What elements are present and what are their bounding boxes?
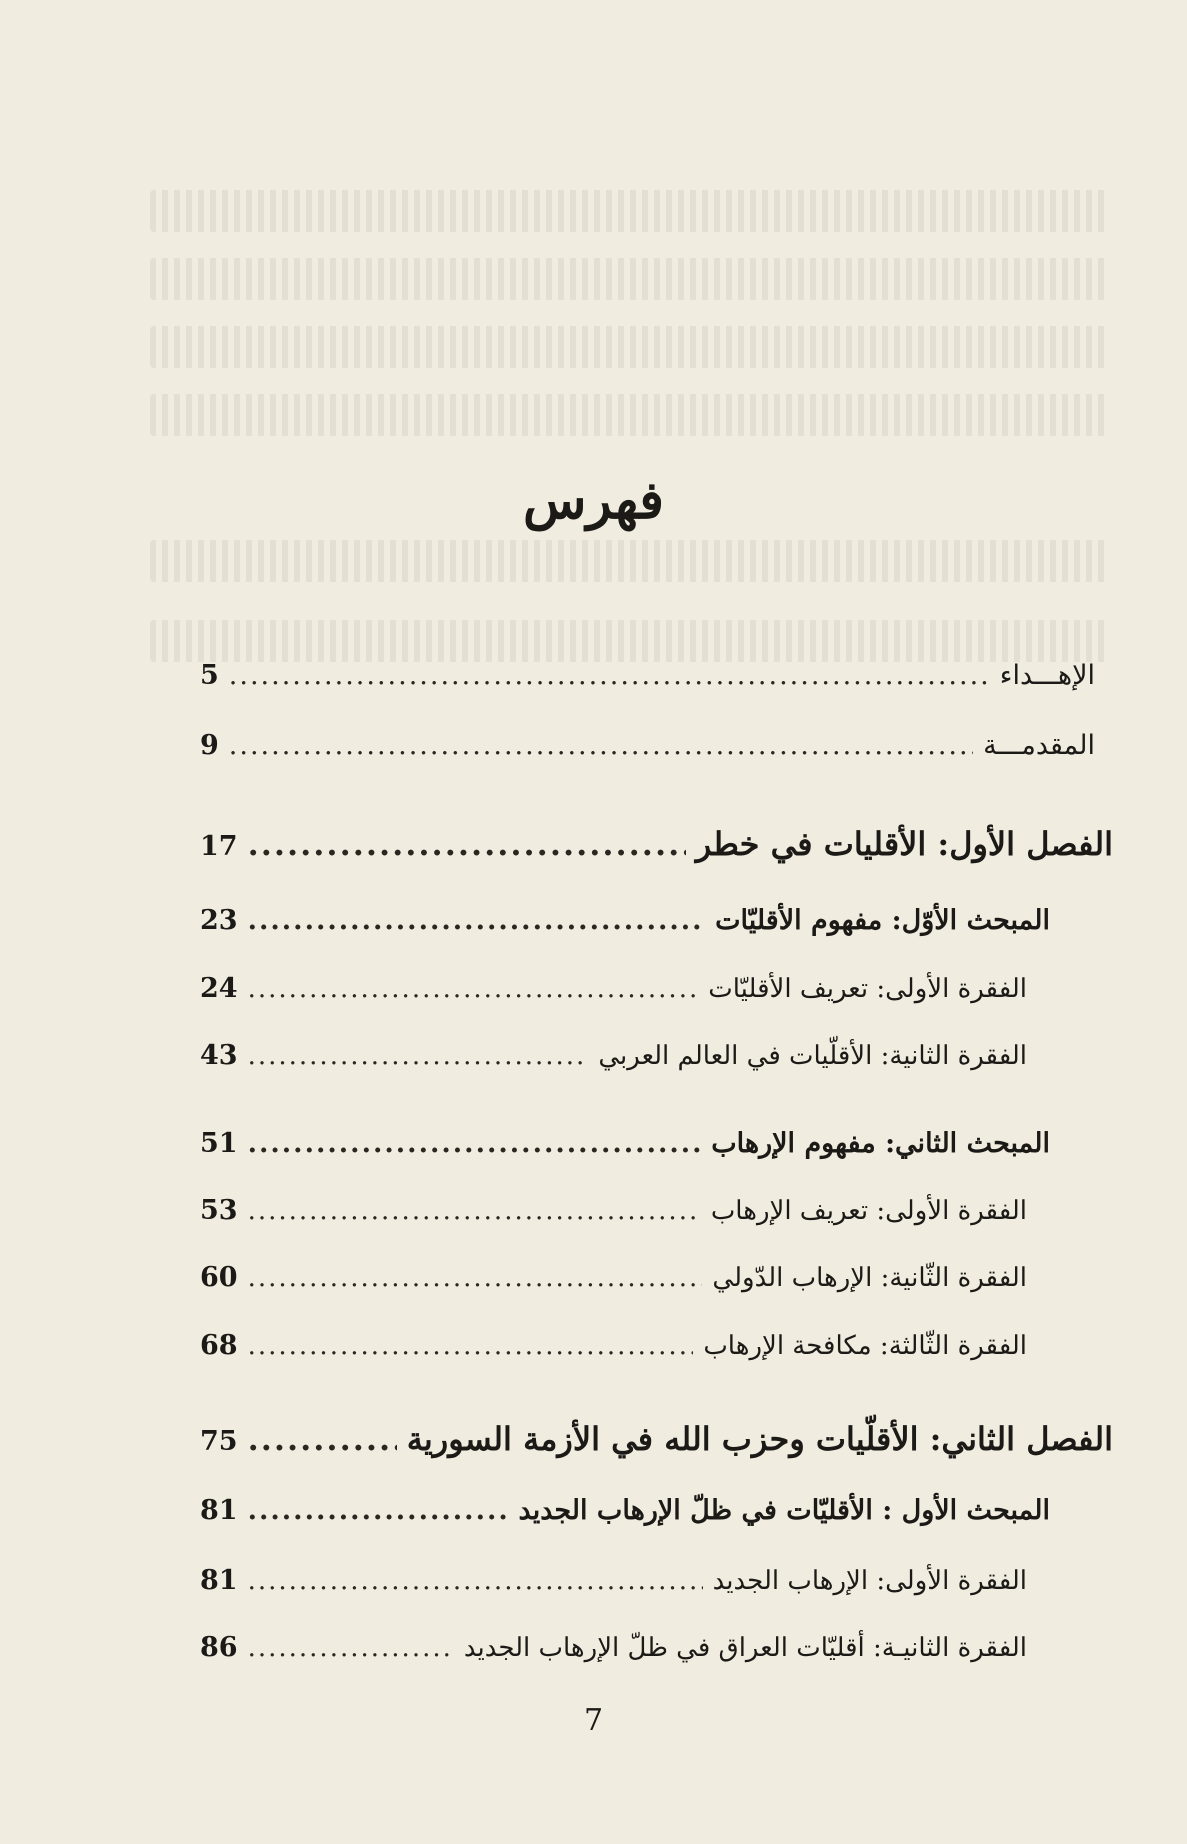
toc-entry: [200, 1632, 1027, 1663]
dot-leader: [248, 1566, 703, 1596]
toc-entry-page: 68: [200, 1330, 238, 1361]
dot-leader: [248, 1128, 702, 1159]
toc-entry: [200, 1330, 1027, 1361]
toc-entry-page: 81: [200, 1565, 238, 1596]
toc-entry-page: 60: [200, 1262, 238, 1293]
page-number: 7: [583, 1703, 604, 1738]
dot-leader: [229, 730, 973, 761]
toc-entry-label: الفقرة الثانية: الأقلّيات في العالم العربي: [598, 1041, 1027, 1071]
toc-entry: [200, 1262, 1027, 1293]
toc-entry: [200, 660, 1095, 691]
toc-entry: [200, 1495, 1050, 1526]
dot-leader: [248, 1263, 703, 1293]
toc-entry-label: الفصل الثاني: الأقلّيات وحزب الله في الأزمة السورية: [406, 1420, 1113, 1458]
dot-leader: [248, 1331, 694, 1361]
toc-entry-label: الفقرة الثانيـة: أقليّات العراق في ظلّ الإرهاب الجديد: [463, 1633, 1027, 1663]
dot-leader: [248, 1495, 509, 1526]
toc-entry-label: المبحث الأوّل: مفهوم الأقليّات: [715, 905, 1050, 936]
toc-entry: [200, 730, 1095, 761]
toc-entry-page: 86: [200, 1632, 238, 1663]
toc-entry-label: الفقرة الأولى: الإرهاب الجديد: [712, 1566, 1027, 1596]
toc-entry-label: الفقرة الأولى: تعريف الأقليّات: [708, 974, 1027, 1004]
toc-entry-page: 53: [200, 1195, 238, 1226]
toc-entry-label: الفصل الأول: الأقليات في خطر: [695, 825, 1113, 863]
dot-leader: [248, 1041, 589, 1071]
toc-entry-label: المبحث الثاني: مفهوم الإرهاب: [711, 1128, 1050, 1159]
toc-entry-label: الفقرة الأولى: تعريف الإرهاب: [710, 1196, 1027, 1226]
toc-entry-page: 17: [200, 831, 238, 862]
toc-entry: [200, 1195, 1027, 1226]
toc-entry-page: 43: [200, 1040, 238, 1071]
dot-leader: [229, 660, 990, 691]
toc-entry: [200, 973, 1027, 1004]
toc-entry-label: الفقرة الثّانية: الإرهاب الدّولي: [712, 1263, 1027, 1293]
toc-entry-label: المقدمـــة: [983, 730, 1095, 761]
toc-entry-page: 9: [200, 730, 219, 761]
dot-leader: [248, 905, 706, 936]
toc-entry-page: 81: [200, 1495, 238, 1526]
dot-leader: [248, 1196, 701, 1226]
toc-entry: [200, 1565, 1027, 1596]
dot-leader: [248, 1420, 397, 1458]
dot-leader: [248, 974, 699, 1004]
toc-entry-page: 23: [200, 905, 238, 936]
toc-entry: [200, 1128, 1050, 1159]
toc-entry: [200, 905, 1050, 936]
toc-entry-label: الفقرة الثّالثة: مكافحة الإرهاب: [703, 1331, 1027, 1361]
toc-entry: [200, 825, 1113, 863]
page-title: فهرس: [523, 470, 664, 531]
toc-entry: [200, 1040, 1027, 1071]
toc-entry-label: الإهـــداء: [999, 660, 1095, 691]
toc-entry-label: المبحث الأول : الأقليّات في ظلّ الإرهاب الجديد: [518, 1495, 1050, 1526]
toc-entry-page: 24: [200, 973, 238, 1004]
toc-entry-page: 5: [200, 660, 219, 691]
dot-leader: [248, 1633, 454, 1663]
toc-entry: [200, 1420, 1113, 1458]
toc-entry-page: 75: [200, 1426, 238, 1457]
dot-leader: [248, 825, 686, 863]
toc-entry-page: 51: [200, 1128, 238, 1159]
